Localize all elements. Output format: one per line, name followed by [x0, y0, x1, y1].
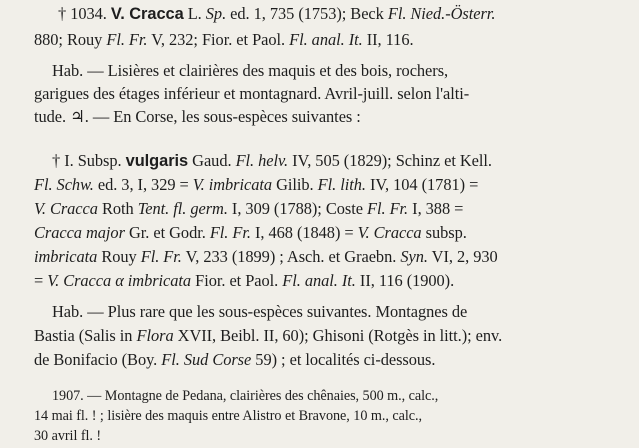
citation-fl-anal: Fl. anal. It. [282, 271, 356, 290]
entry-citation-line [34, 29, 639, 51]
citation-fl-sud-corse: Fl. Sud Corse [161, 350, 252, 369]
habitat-line [34, 325, 639, 347]
synonymy-line [34, 174, 639, 196]
habitat-line: Hab. — Lisières et clairières des maquis et des bois, rochers, [52, 61, 449, 80]
species-name: V. Cracca [110, 5, 184, 23]
citation-fl-anal: Fl. anal. It. [289, 30, 363, 49]
habitat-text: Bastia (Salis in [34, 326, 133, 345]
citation-text: = [34, 271, 48, 290]
citation-fl-schw: Fl. Schw. [34, 175, 94, 194]
habitat-line [34, 349, 639, 371]
species-author: L. [183, 4, 202, 23]
synonym-name: V. Cracca [357, 223, 422, 242]
citation-syn: Syn. [400, 247, 428, 266]
citation-fl-fr: Fl. Fr. [209, 223, 251, 242]
habitat-text: 59) ; et localités ci-dessous. [251, 350, 436, 369]
synonymy-line [34, 198, 639, 220]
citation-sp: Sp. [205, 4, 227, 23]
subsp-label: † I. Subsp. [52, 151, 122, 170]
citation-text: Roth [97, 199, 134, 218]
habitat-line: garigues des étages inférieur et montagnard. Avril-juill. selon l'alti- [34, 84, 470, 103]
synonym-name: V. Cracca [34, 199, 98, 218]
citation-text: Rouy [97, 247, 137, 266]
habitat-text: XVII, Beibl. II, 60); Ghisoni (Rotgès in litt.); env. [173, 326, 503, 345]
entry-header-line [58, 3, 639, 25]
citation-text: I, 468 (1848) = [250, 223, 354, 242]
habitat-line: tude. ♃. — En Corse, les sous-espèces suivantes : [34, 107, 361, 126]
synonym-name: V. Cracca α imbricata [47, 271, 192, 290]
subsp-header-line [52, 150, 639, 172]
citation-flora: Flora [136, 326, 174, 345]
citation-text: I, 388 = [408, 199, 464, 218]
habitat-text: de Bonifacio (Boy. [34, 350, 158, 369]
citation-text: 880; Rouy [34, 30, 103, 49]
synonym-name: Cracca major [34, 223, 125, 242]
synonymy-line [34, 222, 639, 244]
record-line: 1907. — Montagne de Pedana, clairières des chênaies, 500 m., calc., [52, 388, 439, 404]
citation-text: Gr. et Godr. [124, 223, 206, 242]
citation-text: ed. 3, I, 329 = [93, 175, 189, 194]
citation-text: II, 116. [362, 30, 414, 49]
synonymy-line [34, 246, 639, 268]
citation-fl-fr: Fl. Fr. [106, 30, 148, 49]
synonymy-line [34, 270, 639, 292]
citation-fl-nied: Fl. Nied.-Österr. [387, 4, 496, 23]
citation-text: V, 232; Fior. et Paol. [147, 30, 286, 49]
synonym-name: imbricata [34, 247, 98, 266]
citation-tent: Tent. fl. germ. [137, 199, 228, 218]
citation-text: subsp. [421, 223, 467, 242]
citation-text: IV, 104 (1781) = [365, 175, 479, 194]
citation-text: ed. 1, 735 (1753); Beck [226, 4, 384, 23]
citation-text: V, 233 (1899) ; Asch. et Graebn. [181, 247, 397, 266]
citation-text: VI, 2, 930 [427, 247, 498, 266]
record-line: 14 mai fl. ! ; lisière des maquis entre Alistro et Bravone, 10 m., calc., [34, 408, 422, 424]
synonym-name: V. imbricata [192, 175, 273, 194]
citation-fl-lith: Fl. lith. [317, 175, 366, 194]
record-line: 30 avril fl. ! [34, 428, 102, 444]
citation-fl-helv: Fl. helv. [235, 151, 289, 170]
entry-number: † 1034. [58, 4, 107, 23]
habitat-line: Hab. — Plus rare que les sous-espèces suivantes. Montagnes de [52, 302, 468, 321]
subsp-name: vulgaris [125, 152, 189, 170]
citation-text: Gaud. [188, 151, 232, 170]
citation-text: Fior. et Paol. [191, 271, 279, 290]
citation-text: IV, 505 (1829); Schinz et Kell. [288, 151, 492, 170]
citation-fl-fr: Fl. Fr. [367, 199, 409, 218]
citation-text: II, 116 (1900). [355, 271, 455, 290]
citation-text: Gilib. [272, 175, 314, 194]
citation-text: I, 309 (1788); Coste [227, 199, 363, 218]
citation-fl-fr: Fl. Fr. [140, 247, 182, 266]
